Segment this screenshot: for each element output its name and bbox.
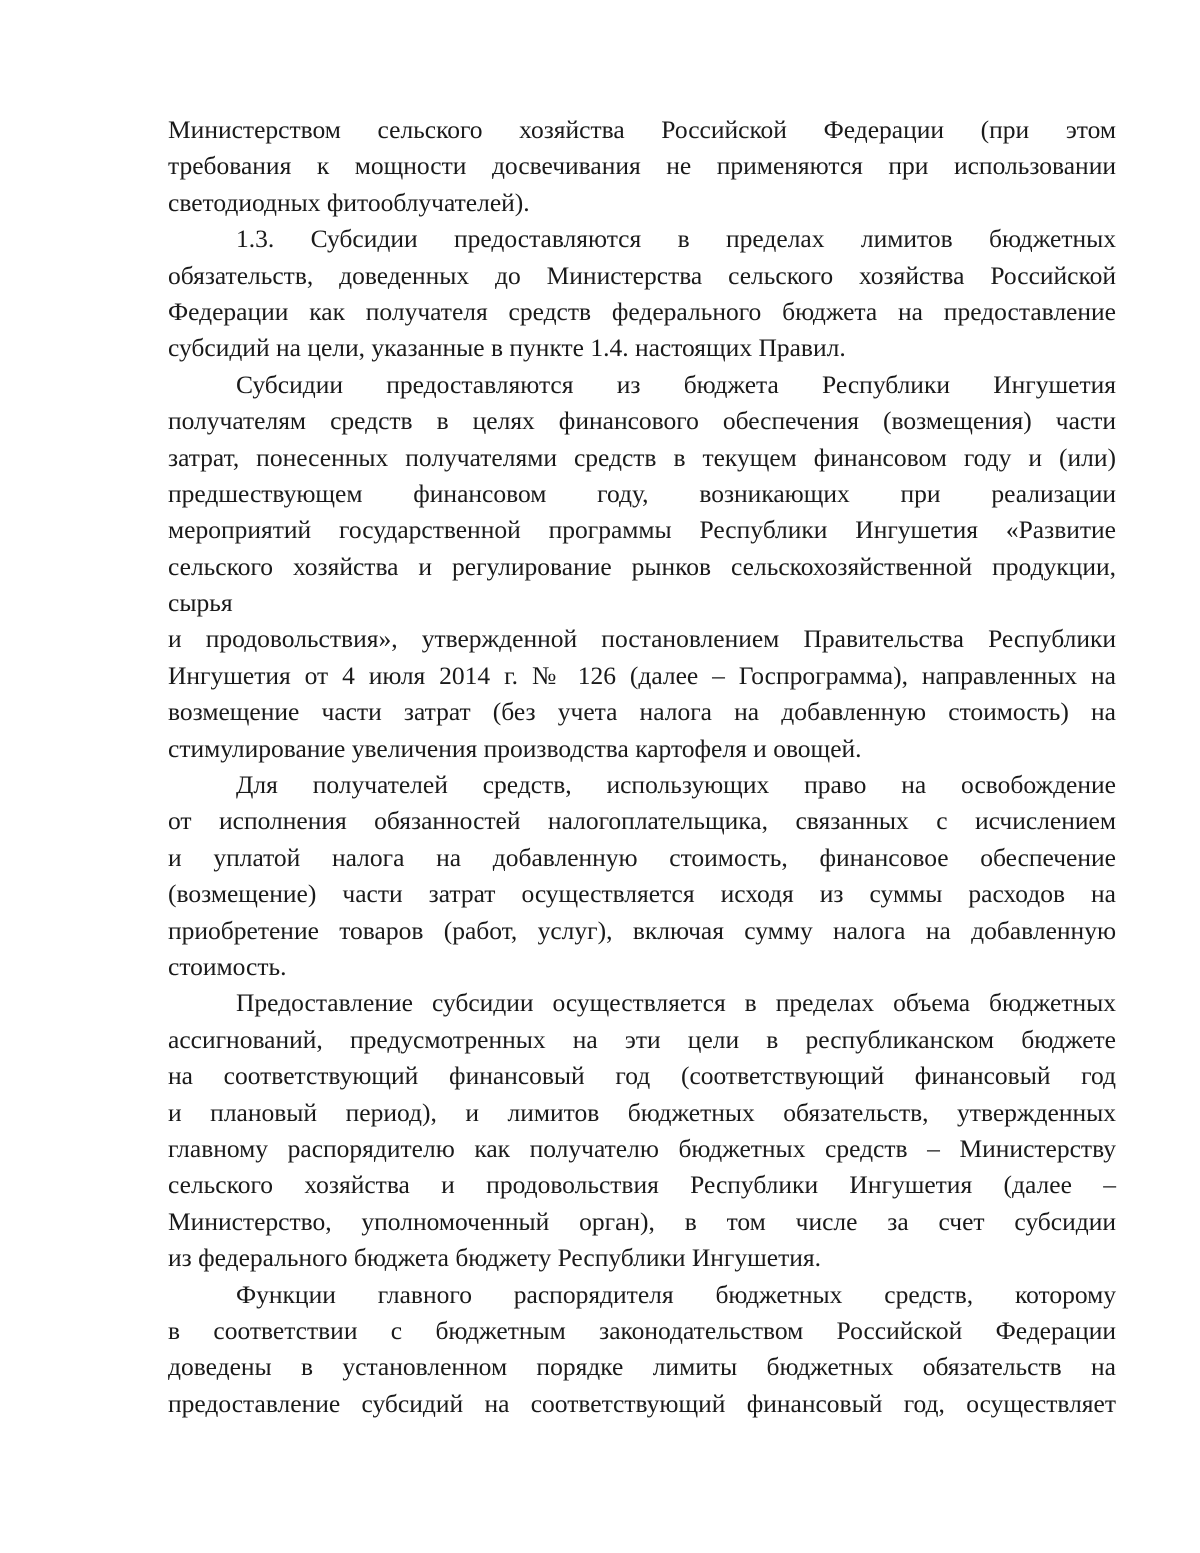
text-line: сельского хозяйства и регулирование рынков сельскохозяйственной продукции,	[168, 551, 1116, 581]
text-line: сельского хозяйства и продовольствия Республики Ингушетия (далее –	[168, 1170, 1116, 1200]
text-line: в соответствии с бюджетным законодательством Российской Федерации	[168, 1315, 1116, 1345]
text-line: обязательств, доведенных до Министерства сельского хозяйства Российской	[168, 260, 1116, 290]
text-line: субсидий на цели, указанные в пункте 1.4. настоящих Правил.	[168, 333, 846, 363]
text-line: получателям средств в целях финансового обеспечения (возмещения) части	[168, 406, 1116, 436]
text-line: предшествующем финансовом году, возникающих при реализации	[168, 478, 1116, 508]
text-line: ассигнований, предусмотренных на эти цели в республиканском бюджете	[168, 1024, 1116, 1054]
text-line: и уплатой налога на добавленную стоимость, финансовое обеспечение	[168, 842, 1116, 872]
text-line: Министерство, уполномоченный орган), в том числе за счет субсидии	[168, 1206, 1116, 1236]
text-line: Федерации как получателя средств федерального бюджета на предоставление	[168, 296, 1116, 326]
text-line: стимулирование увеличения производства картофеля и овощей.	[168, 733, 862, 763]
text-line: приобретение товаров (работ, услуг), включая сумму налога на добавленную	[168, 915, 1116, 945]
text-line: на соответствующий финансовый год (соответствующий финансовый год	[168, 1061, 1116, 1091]
text-line: (возмещение) части затрат осуществляется исходя из суммы расходов на	[168, 879, 1116, 909]
text-line: доведены в установленном порядке лимиты бюджетных обязательств на	[168, 1352, 1116, 1382]
paragraph-vat-exempt-recipients	[168, 767, 1116, 985]
paragraph-budget-manager-functions	[168, 1277, 1116, 1423]
text-line: 1.3. Субсидии предоставляются в пределах лимитов бюджетных	[236, 224, 1116, 254]
text-line: от исполнения обязанностей налогоплательщика, связанных с исчислением	[168, 806, 1116, 836]
text-line: требования к мощности досвечивания не применяются при использовании	[168, 151, 1116, 181]
text-line: Функции главного распорядителя бюджетных средств, которому	[236, 1279, 1116, 1309]
text-line: и продовольствия», утвержденной постановлением Правительства Республики	[168, 624, 1116, 654]
text-line: сырья	[168, 588, 233, 618]
paragraph-1-3-subsidies-limits	[168, 221, 1116, 367]
paragraph-subsidies-budget	[168, 367, 1116, 767]
text-line: предоставление субсидий на соответствующий финансовый год, осуществляет	[168, 1388, 1116, 1418]
text-line: Предоставление субсидии осуществляется в пределах объема бюджетных	[236, 988, 1116, 1018]
paragraph-subsidy-allocation	[168, 985, 1116, 1276]
text-line: Для получателей средств, использующих право на освобождение	[236, 770, 1116, 800]
text-line: Субсидии предоставляются из бюджета Республики Ингушетия	[236, 369, 1116, 399]
text-line: стоимость.	[168, 951, 287, 981]
paragraph-ministry-requirements	[168, 112, 1116, 221]
text-line: и плановый период), и лимитов бюджетных обязательств, утвержденных	[168, 1097, 1116, 1127]
text-line: светодиодных фитооблучателей).	[168, 187, 530, 217]
document-page	[168, 112, 1116, 1422]
text-line: из федерального бюджета бюджету Республики Ингушетия.	[168, 1243, 821, 1273]
text-line: затрат, понесенных получателями средств в текущем финансовом году и (или)	[168, 442, 1116, 472]
text-line: Министерством сельского хозяйства Российской Федерации (при этом	[168, 115, 1116, 144]
text-line: возмещение части затрат (без учета налога на добавленную стоимость) на	[168, 697, 1116, 727]
text-line: главному распорядителю как получателю бюджетных средств – Министерству	[168, 1133, 1116, 1163]
text-line: мероприятий государственной программы Республики Ингушетия «Развитие	[168, 515, 1116, 545]
text-line: Ингушетия от 4 июля 2014 г. № 126 (далее – Госпрограмма), направленных на	[168, 660, 1116, 690]
